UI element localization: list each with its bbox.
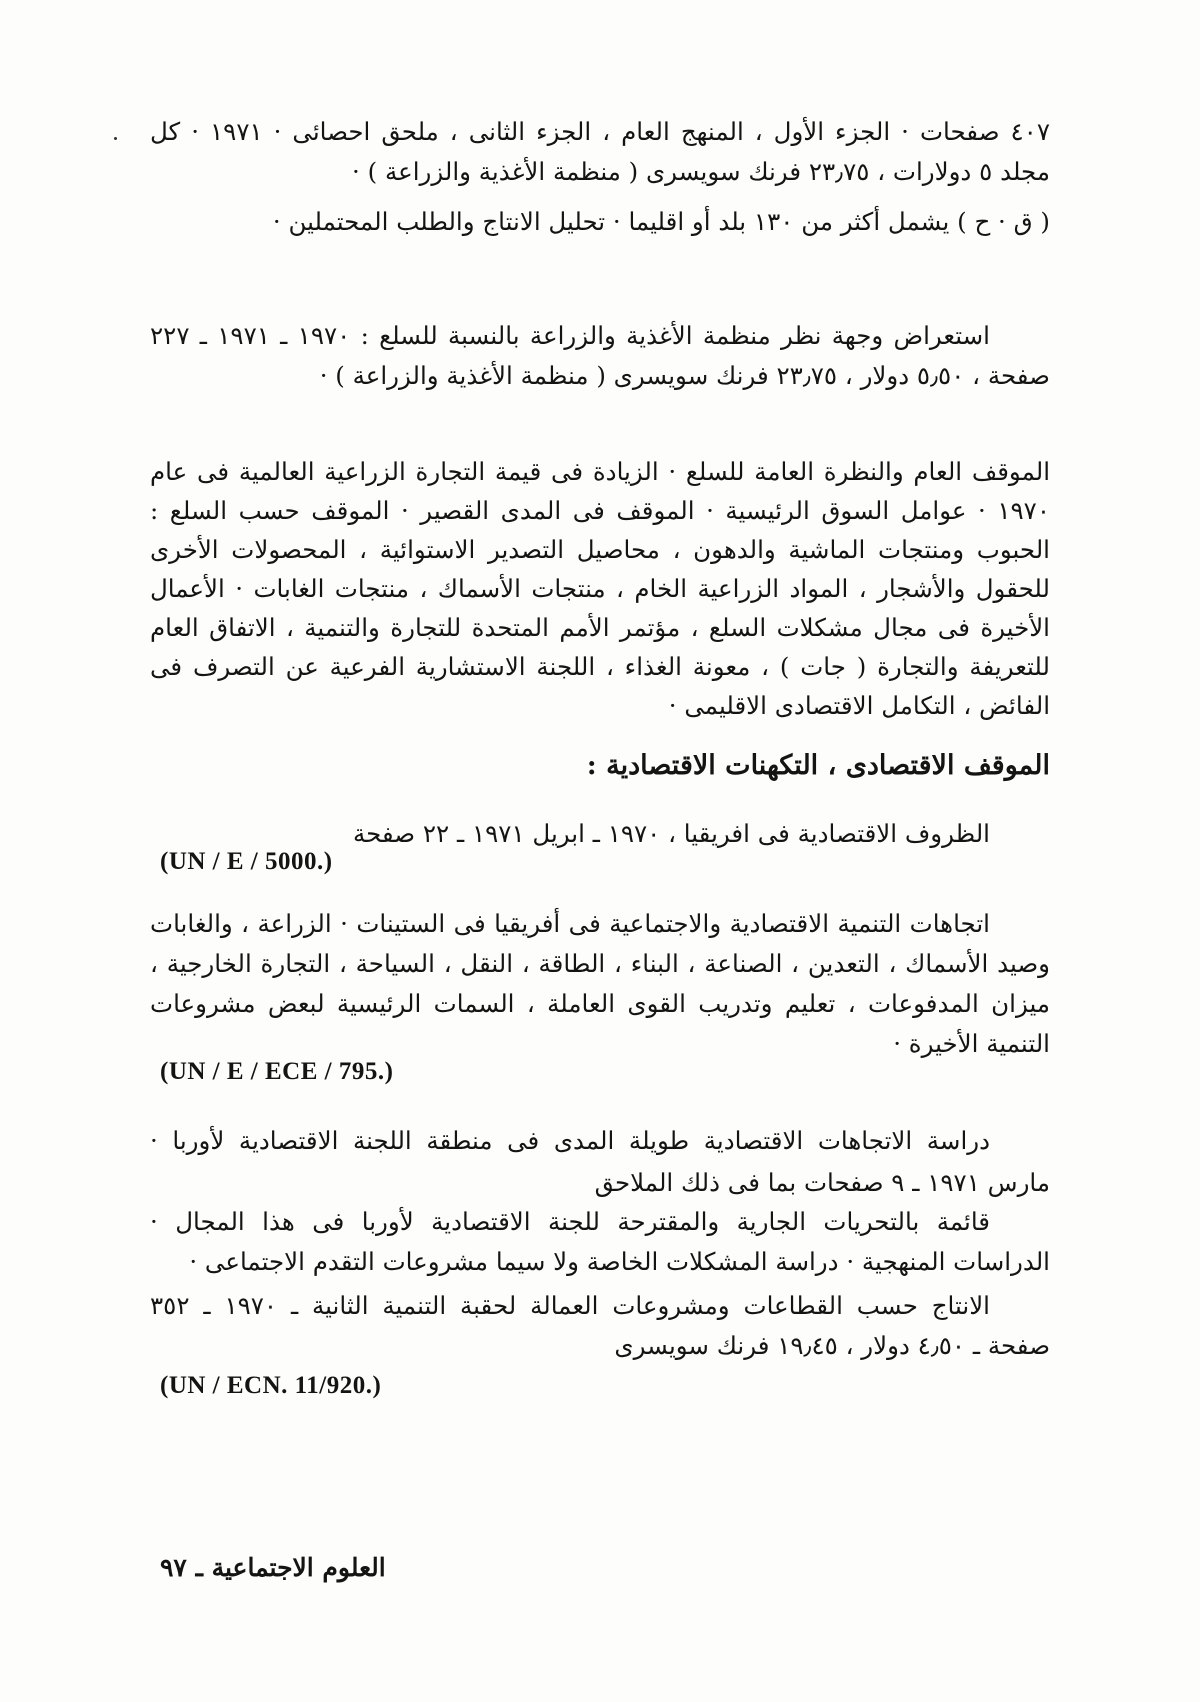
reference-code-un-ecn-11-920: (UN / ECN. 11/920.)	[160, 1372, 382, 1399]
paragraph-commodity-review: استعراض وجهة نظر منظمة الأغذية والزراعة بالنسبة للسلع : ١٩٧٠ ـ ١٩٧١ ـ ٢٢٧ صفحة ، ٥٫٥٠ دولار ، ٢٣٫٧٥ فرنك سويسرى ( منظمة الأغذية والزراعة ) ·	[150, 321, 1050, 390]
paragraph-commodity-outlook: الموقف العام والنظرة العامة للسلع · الزيادة فى قيمة التجارة الزراعية العالمية فى عام ١٩٧٠ · عوامل السوق الرئيسية · الموقف فى المدى القصير · الموقف حسب السلع : الحبوب ومنتجات الماشية والدهون ، محاصيل التصدير الاستوائية ، المحصولات الأخرى للحقول والأشجار ، المواد الزراعية الخام ، منتجات الأسماك ، منتجات الغابات · الأعمال الأخيرة فى مجال مشكلات السلع ، مؤتمر الأمم المتحدة للتجارة والتنمية ، الاتفاق العام للتعريفة والتجارة ( جات ) ، معونة الغذاء ، اللجنة الاستشارية الفرعية عن التصرف فى الفائض ، التكامل الاقتصادى الاقليمى ·	[150, 457, 1050, 720]
reference-code-un-e-ece-795: (UN / E / ECE / 795.)	[160, 1058, 394, 1085]
paragraph-investigations-list: قائمة بالتحريات الجارية والمقترحة للجنة الاقتصادية لأوربا فى هذا المجال · الدراسات المنهجية · دراسة المشكلات الخاصة ولا سيما مشروعات التقدم الاجتماعى ·	[150, 1207, 1050, 1276]
paragraph-long-term-trends: دراسة الاتجاهات الاقتصادية طويلة المدى فى منطقة اللجنة الاقتصادية لأوربا · مارس ١٩٧١ ـ ٩ صفحات بما فى ذلك الملاحق	[150, 1126, 1050, 1197]
paragraph-africa-conditions: الظروف الاقتصادية فى افريقيا ، ١٩٧٠ ـ ابريل ١٩٧١ ـ ٢٢ صفحة	[352, 819, 990, 848]
paragraph-continuation: ٤٠٧ صفحات · الجزء الأول ، المنهج العام ، الجزء الثانى ، ملحق احصائى · ١٩٧١ · كل مجلد ٥ دولارات ، ٢٣٫٧٥ فرنك سويسرى ( منظمة الأغذية والزراعة ) ·	[150, 117, 1050, 186]
paragraph-africa-trends: اتجاهات التنمية الاقتصادية والاجتماعية فى أفريقيا فى الستينات · الزراعة ، والغابات وصيد الأسماك ، التعدين ، الصناعة ، البناء ، الطاقة ، النقل ، السياحة ، التجارة الخارجية ، ميزان المدفوعات ، تعليم وتدريب القوى العاملة ، السمات الرئيسية لبعض مشروعات التنمية الأخيرة ·	[150, 909, 1050, 1058]
reference-code-un-e-5000: (UN / E / 5000.)	[160, 848, 333, 875]
page-footer: العلوم الاجتماعية ـ ٩٧	[160, 1553, 386, 1582]
scan-mark	[114, 137, 117, 140]
section-heading: الموقف الاقتصادى ، التكهنات الاقتصادية :	[586, 750, 1050, 781]
paragraph-production-sectors: الانتاج حسب القطاعات ومشروعات العمالة لحقبة التنمية الثانية ـ ١٩٧٠ ـ ٣٥٢ صفحة ـ ٤٫٥٠ دولار ، ١٩٫٤٥ فرنك سويسرى	[150, 1291, 1050, 1360]
paragraph-coverage-note: ( ق · ح ) يشمل أكثر من ١٣٠ بلد أو اقليما · تحليل الانتاج والطلب المحتملين ·	[272, 207, 1050, 236]
